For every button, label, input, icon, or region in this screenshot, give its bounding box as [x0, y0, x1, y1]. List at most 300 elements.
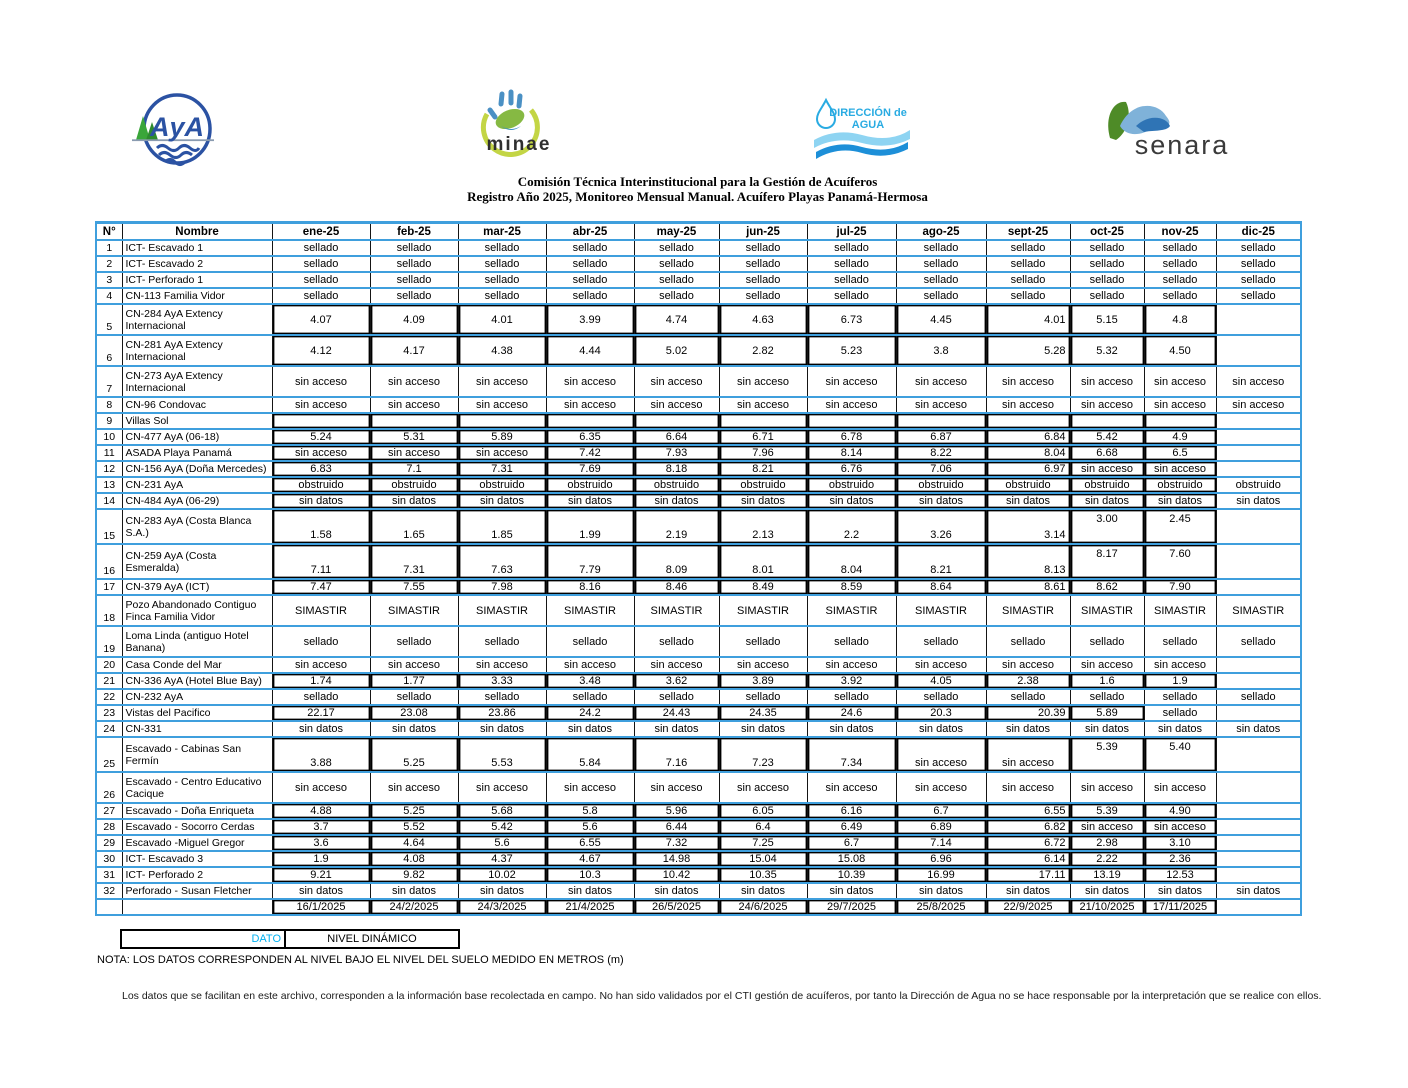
cell-value: sin acceso	[634, 772, 719, 803]
row-number: 3	[96, 272, 122, 288]
cell-value: sin datos	[719, 883, 807, 899]
cell-value: 6.73	[807, 304, 896, 335]
cell-value	[1216, 544, 1301, 579]
cell-value: 7.32	[634, 835, 719, 851]
cell-value: sin acceso	[1070, 366, 1144, 397]
cell-value: 5.31	[370, 429, 458, 445]
column-header: jun-25	[719, 223, 807, 241]
cell-value: 5.84	[546, 737, 634, 772]
cell-value: sin acceso	[458, 397, 546, 413]
cell-value: 3.89	[719, 673, 807, 689]
cell-value: sin acceso	[272, 772, 370, 803]
cell-value: sin acceso	[546, 772, 634, 803]
cell-value: sin acceso	[1216, 366, 1301, 397]
table-row	[96, 595, 1301, 626]
well-name: Pozo Abandonado Contiguo Finca Familia Vidor	[122, 595, 272, 626]
cell-value: sin datos	[1070, 883, 1144, 899]
cell-value	[1216, 737, 1301, 772]
column-header: may-25	[634, 223, 719, 241]
cell-value: 2.22	[1070, 851, 1144, 867]
cell-value: sellado	[634, 288, 719, 304]
cell-value: 24.6	[807, 705, 896, 721]
cell-value: 5.89	[458, 429, 546, 445]
cell-value: sellado	[1144, 272, 1216, 288]
cell-value	[1216, 657, 1301, 673]
cell-value: sin datos	[634, 721, 719, 737]
cell-value: 8.21	[719, 461, 807, 477]
table-row	[96, 867, 1301, 883]
well-name: Escavado - Cabinas San Fermín	[122, 737, 272, 772]
document-title	[95, 174, 1300, 204]
cell-value: 7.31	[370, 544, 458, 579]
cell-value: obstruido	[896, 477, 986, 493]
cell-value: 6.7	[807, 835, 896, 851]
cell-value: sellado	[458, 240, 546, 256]
legend-label: DATO	[121, 930, 285, 948]
cell-value: 3.7	[272, 819, 370, 835]
cell-value: sellado	[546, 256, 634, 272]
cell-value: sellado	[986, 626, 1070, 657]
cell-value: sin acceso	[719, 657, 807, 673]
row-number: 30	[96, 851, 122, 867]
cell-value: sin datos	[272, 493, 370, 509]
minae-logo-text: minae	[486, 134, 552, 155]
cell-value: sellado	[1144, 256, 1216, 272]
cell-value: 6.55	[986, 803, 1070, 819]
cell-value: sin acceso	[986, 366, 1070, 397]
cell-value: 8.04	[807, 544, 896, 579]
cell-value: sellado	[986, 272, 1070, 288]
cell-value: 6.35	[546, 429, 634, 445]
cell-value: sin datos	[546, 721, 634, 737]
cell-value: 5.02	[634, 335, 719, 366]
cell-value: 8.49	[719, 579, 807, 595]
cell-value: 5.68	[458, 803, 546, 819]
cell-value: sin acceso	[1144, 772, 1216, 803]
well-name: CN-379 AyA (ICT)	[122, 579, 272, 595]
cell-value	[1216, 673, 1301, 689]
cell-value: SIMASTIR	[370, 595, 458, 626]
cell-value: 1.99	[546, 509, 634, 544]
cell-value: 4.05	[896, 673, 986, 689]
cell-value: 8.13	[986, 544, 1070, 579]
cell-value: 4.38	[458, 335, 546, 366]
cell-value: 1.65	[370, 509, 458, 544]
cell-value: 6.68	[1070, 445, 1144, 461]
cell-value: 4.17	[370, 335, 458, 366]
cell-value: sellado	[370, 256, 458, 272]
cell-value: 14.98	[634, 851, 719, 867]
table-row	[96, 429, 1301, 445]
cell-value: sellado	[986, 256, 1070, 272]
cell-value: sin acceso	[1070, 461, 1144, 477]
cell-value: sin acceso	[272, 366, 370, 397]
cell-value: 5.28	[986, 335, 1070, 366]
table-row	[96, 461, 1301, 477]
column-header: nov-25	[1144, 223, 1216, 241]
cell-value: sellado	[272, 240, 370, 256]
table-row	[96, 477, 1301, 493]
row-number: 8	[96, 397, 122, 413]
table-row	[96, 288, 1301, 304]
cell-value: obstruido	[272, 477, 370, 493]
cell-value: 5.53	[458, 737, 546, 772]
cell-value: 15.04	[719, 851, 807, 867]
well-name: ASADA Playa Panamá	[122, 445, 272, 461]
cell-value: sellado	[370, 689, 458, 705]
cell-value: sin datos	[634, 493, 719, 509]
senara-logo	[1096, 92, 1241, 166]
row-number: 19	[96, 626, 122, 657]
cell-value: 3.48	[546, 673, 634, 689]
cell-value: sellado	[896, 272, 986, 288]
cell-value: 8.46	[634, 579, 719, 595]
minae-leaf-icon	[493, 105, 528, 133]
dates-row	[96, 899, 1301, 915]
cell-value: 4.8	[1144, 304, 1216, 335]
cell-value: 7.06	[896, 461, 986, 477]
legend-value: NIVEL DINÁMICO	[285, 930, 459, 948]
cell-value: 1.74	[272, 673, 370, 689]
cell-value: sellado	[634, 689, 719, 705]
cell-value: 7.34	[807, 737, 896, 772]
measurement-date: 16/1/2025	[272, 899, 370, 915]
cell-value: 2.2	[807, 509, 896, 544]
cell-value: 7.93	[634, 445, 719, 461]
table-row	[96, 413, 1301, 429]
table-row	[96, 579, 1301, 595]
cell-value: 3.62	[634, 673, 719, 689]
cell-value: 5.39	[1070, 803, 1144, 819]
row-number: 22	[96, 689, 122, 705]
cell-value: sellado	[1216, 626, 1301, 657]
cell-value: sin acceso	[1144, 366, 1216, 397]
cell-value: 1.77	[370, 673, 458, 689]
well-name: CN-477 AyA (06-18)	[122, 429, 272, 445]
cell-value	[719, 413, 807, 429]
cell-value: 6.82	[986, 819, 1070, 835]
well-name: Perforado - Susan Fletcher	[122, 883, 272, 899]
cell-value: sin acceso	[458, 657, 546, 673]
cell-value: sin datos	[896, 493, 986, 509]
cell-value: sin acceso	[896, 772, 986, 803]
table-row	[96, 835, 1301, 851]
well-name: Villas Sol	[122, 413, 272, 429]
row-number: 25	[96, 737, 122, 772]
cell-value: sellado	[272, 689, 370, 705]
cell-value: sellado	[1144, 288, 1216, 304]
cell-value: sin acceso	[1216, 397, 1301, 413]
aya-logo	[131, 86, 215, 174]
cell-value: 6.96	[896, 851, 986, 867]
cell-value: sin datos	[1144, 493, 1216, 509]
cell-value: 5.8	[546, 803, 634, 819]
row-number: 17	[96, 579, 122, 595]
measurement-date: 25/8/2025	[896, 899, 986, 915]
cell-value: sin datos	[1144, 883, 1216, 899]
row-number: 2	[96, 256, 122, 272]
table-row	[96, 673, 1301, 689]
measurement-date: 29/7/2025	[807, 899, 896, 915]
cell-value: 5.15	[1070, 304, 1144, 335]
cell-value: sin acceso	[546, 657, 634, 673]
row-number: 5	[96, 304, 122, 335]
cell-value: 5.96	[634, 803, 719, 819]
table-row	[96, 705, 1301, 721]
cell-value: 7.63	[458, 544, 546, 579]
cell-value: 7.96	[719, 445, 807, 461]
table-row	[96, 304, 1301, 335]
cell-value: 6.83	[272, 461, 370, 477]
cell-value: 4.45	[896, 304, 986, 335]
cell-value: 6.97	[986, 461, 1070, 477]
well-name: CN-231 AyA	[122, 477, 272, 493]
row-number: 21	[96, 673, 122, 689]
well-name: ICT- Escavado 2	[122, 256, 272, 272]
cell-value	[458, 413, 546, 429]
cell-value: sin acceso	[1070, 819, 1144, 835]
cell-value: sin acceso	[458, 772, 546, 803]
cell-value: obstruido	[807, 477, 896, 493]
cell-value: 3.6	[272, 835, 370, 851]
row-number: 7	[96, 366, 122, 397]
row-number: 24	[96, 721, 122, 737]
cell-value: sin acceso	[807, 657, 896, 673]
cell-value: sin acceso	[458, 445, 546, 461]
cell-value: sin acceso	[1144, 461, 1216, 477]
measurement-date: 17/11/2025	[1144, 899, 1216, 915]
well-name: ICT- Perforado 1	[122, 272, 272, 288]
cell-value: sellado	[807, 256, 896, 272]
cell-value: sin acceso	[1070, 772, 1144, 803]
cell-value: 6.55	[546, 835, 634, 851]
cell-value: 9.21	[272, 867, 370, 883]
cell-value: 1.9	[272, 851, 370, 867]
cell-value: 12.53	[1144, 867, 1216, 883]
row-number: 32	[96, 883, 122, 899]
cell-value: SIMASTIR	[719, 595, 807, 626]
cell-value: SIMASTIR	[896, 595, 986, 626]
cell-value: 5.39	[1070, 737, 1144, 772]
cell-value: sin acceso	[986, 657, 1070, 673]
cell-value: 8.18	[634, 461, 719, 477]
well-name: CN-484 AyA (06-29)	[122, 493, 272, 509]
well-name: CN-284 AyA Extency Internacional	[122, 304, 272, 335]
cell-value: SIMASTIR	[1216, 595, 1301, 626]
cell-value: sellado	[458, 256, 546, 272]
cell-value: sellado	[1070, 272, 1144, 288]
row-number: 28	[96, 819, 122, 835]
cell-value: sin acceso	[719, 397, 807, 413]
cell-value: sin acceso	[896, 737, 986, 772]
cell-value: sin acceso	[986, 772, 1070, 803]
disclaimer-text: Los datos que se facilitan en este archivo, corresponden a la información base recolectada en campo. No han sido validados por el CTI gestión de acuíferos, por tanto la Dirección de Agua no se hace responsable por la interpretación que se realice con ellos.	[122, 990, 1322, 1002]
cell-value: 10.42	[634, 867, 719, 883]
cell-value: 7.16	[634, 737, 719, 772]
cell-value: sellado	[272, 288, 370, 304]
row-number: 16	[96, 544, 122, 579]
measurement-date: 21/10/2025	[1070, 899, 1144, 915]
well-name: CN-259 AyA (Costa Esmeralda)	[122, 544, 272, 579]
table-row	[96, 366, 1301, 397]
cell-value: 4.67	[546, 851, 634, 867]
column-header: feb-25	[370, 223, 458, 241]
well-name: ICT- Escavado 1	[122, 240, 272, 256]
da-logo-text-2: AGUA	[851, 119, 885, 131]
well-name: CN-283 AyA (Costa Blanca S.A.)	[122, 509, 272, 544]
cell-value: sellado	[370, 626, 458, 657]
cell-value: sin datos	[272, 883, 370, 899]
cell-value	[1216, 445, 1301, 461]
cell-value: sellado	[458, 288, 546, 304]
row-number: 9	[96, 413, 122, 429]
cell-value: sellado	[807, 240, 896, 256]
cell-value	[1216, 772, 1301, 803]
cell-value: sellado	[719, 272, 807, 288]
cell-value: 6.49	[807, 819, 896, 835]
cell-value	[1216, 429, 1301, 445]
cell-value: sin datos	[1216, 883, 1301, 899]
cell-value: 4.12	[272, 335, 370, 366]
cell-value	[1216, 509, 1301, 544]
cell-value	[1216, 819, 1301, 835]
cell-value: 5.52	[370, 819, 458, 835]
report-body	[95, 221, 1322, 1005]
cell-value: 6.44	[634, 819, 719, 835]
cell-value: sellado	[1144, 689, 1216, 705]
da-logo-text-1: DIRECCIÓN de	[829, 107, 907, 119]
cell-value: sin datos	[896, 721, 986, 737]
cell-value: sin acceso	[896, 657, 986, 673]
cell-value: sellado	[807, 272, 896, 288]
cell-value: 23.86	[458, 705, 546, 721]
cell-value: sin datos	[546, 493, 634, 509]
cell-value: 7.1	[370, 461, 458, 477]
cell-value: sellado	[458, 272, 546, 288]
table-row	[96, 737, 1301, 772]
table-row	[96, 272, 1301, 288]
measurement-date: 21/4/2025	[546, 899, 634, 915]
measurement-date	[1216, 899, 1301, 915]
cell-value: sellado	[634, 272, 719, 288]
cell-value: sellado	[546, 240, 634, 256]
cell-value: 7.69	[546, 461, 634, 477]
cell-value: sin datos	[986, 721, 1070, 737]
well-name: Escavado - Doña Enriqueta	[122, 803, 272, 819]
table-row	[96, 445, 1301, 461]
cell-value: sellado	[1070, 256, 1144, 272]
measurement-date: 26/5/2025	[634, 899, 719, 915]
cell-value: 15.08	[807, 851, 896, 867]
row-number: 27	[96, 803, 122, 819]
cell-value: 3.33	[458, 673, 546, 689]
cell-value: 20.3	[896, 705, 986, 721]
cell-value: sellado	[807, 626, 896, 657]
table-row	[96, 689, 1301, 705]
cell-value: 6.71	[719, 429, 807, 445]
cell-value: 7.11	[272, 544, 370, 579]
cell-value: SIMASTIR	[634, 595, 719, 626]
row-number: 23	[96, 705, 122, 721]
cell-value: 10.35	[719, 867, 807, 883]
column-header: sept-25	[986, 223, 1070, 241]
cell-value: 2.98	[1070, 835, 1144, 851]
cell-value: 5.40	[1144, 737, 1216, 772]
cell-value: 6.4	[719, 819, 807, 835]
row-number: 31	[96, 867, 122, 883]
cell-value: obstruido	[546, 477, 634, 493]
table-row	[96, 772, 1301, 803]
cell-value: sin datos	[986, 883, 1070, 899]
cell-value: 24.43	[634, 705, 719, 721]
cell-value: sellado	[719, 288, 807, 304]
well-name: CN-336 AyA (Hotel Blue Bay)	[122, 673, 272, 689]
cell-value: sin acceso	[986, 397, 1070, 413]
cell-value: 3.14	[986, 509, 1070, 544]
cell-value	[1070, 413, 1144, 429]
cell-value: 8.59	[807, 579, 896, 595]
cell-value: sellado	[719, 689, 807, 705]
row-number: 11	[96, 445, 122, 461]
cell-value: sin acceso	[807, 366, 896, 397]
cell-value: 2.36	[1144, 851, 1216, 867]
table-row	[96, 397, 1301, 413]
cell-value: 4.50	[1144, 335, 1216, 366]
well-name: Vistas del Pacifico	[122, 705, 272, 721]
cell-value: sellado	[272, 256, 370, 272]
cell-value: 10.39	[807, 867, 896, 883]
well-name: CN-156 AyA (Doña Mercedes)	[122, 461, 272, 477]
cell-value	[986, 413, 1070, 429]
cell-value	[1216, 851, 1301, 867]
cell-value: 2.19	[634, 509, 719, 544]
cell-value: sellado	[458, 626, 546, 657]
minae-logo	[461, 88, 561, 168]
cell-value: 5.23	[807, 335, 896, 366]
table-row	[96, 493, 1301, 509]
cell-value: sin acceso	[896, 397, 986, 413]
monitoring-table	[95, 221, 1302, 916]
cell-value: 4.08	[370, 851, 458, 867]
table-row	[96, 335, 1301, 366]
cell-value: 8.61	[986, 579, 1070, 595]
cell-value: 5.6	[458, 835, 546, 851]
cell-value: sellado	[986, 288, 1070, 304]
cell-value: sin acceso	[807, 772, 896, 803]
row-number: 29	[96, 835, 122, 851]
cell-value: sin acceso	[272, 445, 370, 461]
cell-value: sellado	[896, 626, 986, 657]
cell-value: sellado	[896, 256, 986, 272]
cell-value	[1216, 803, 1301, 819]
cell-value: sellado	[370, 240, 458, 256]
cell-value: sin acceso	[458, 366, 546, 397]
cell-value	[1216, 867, 1301, 883]
aya-logo-text: AyA	[149, 112, 205, 142]
cell-value: 7.98	[458, 579, 546, 595]
cell-value: 3.10	[1144, 835, 1216, 851]
table-row	[96, 721, 1301, 737]
cell-value: SIMASTIR	[986, 595, 1070, 626]
cell-value: 8.09	[634, 544, 719, 579]
cell-value: obstruido	[634, 477, 719, 493]
cell-value: 7.47	[272, 579, 370, 595]
cell-value: 4.09	[370, 304, 458, 335]
cell-value: sellado	[986, 240, 1070, 256]
cell-value: sin acceso	[634, 366, 719, 397]
legend-table	[120, 929, 460, 949]
cell-value: 6.16	[807, 803, 896, 819]
